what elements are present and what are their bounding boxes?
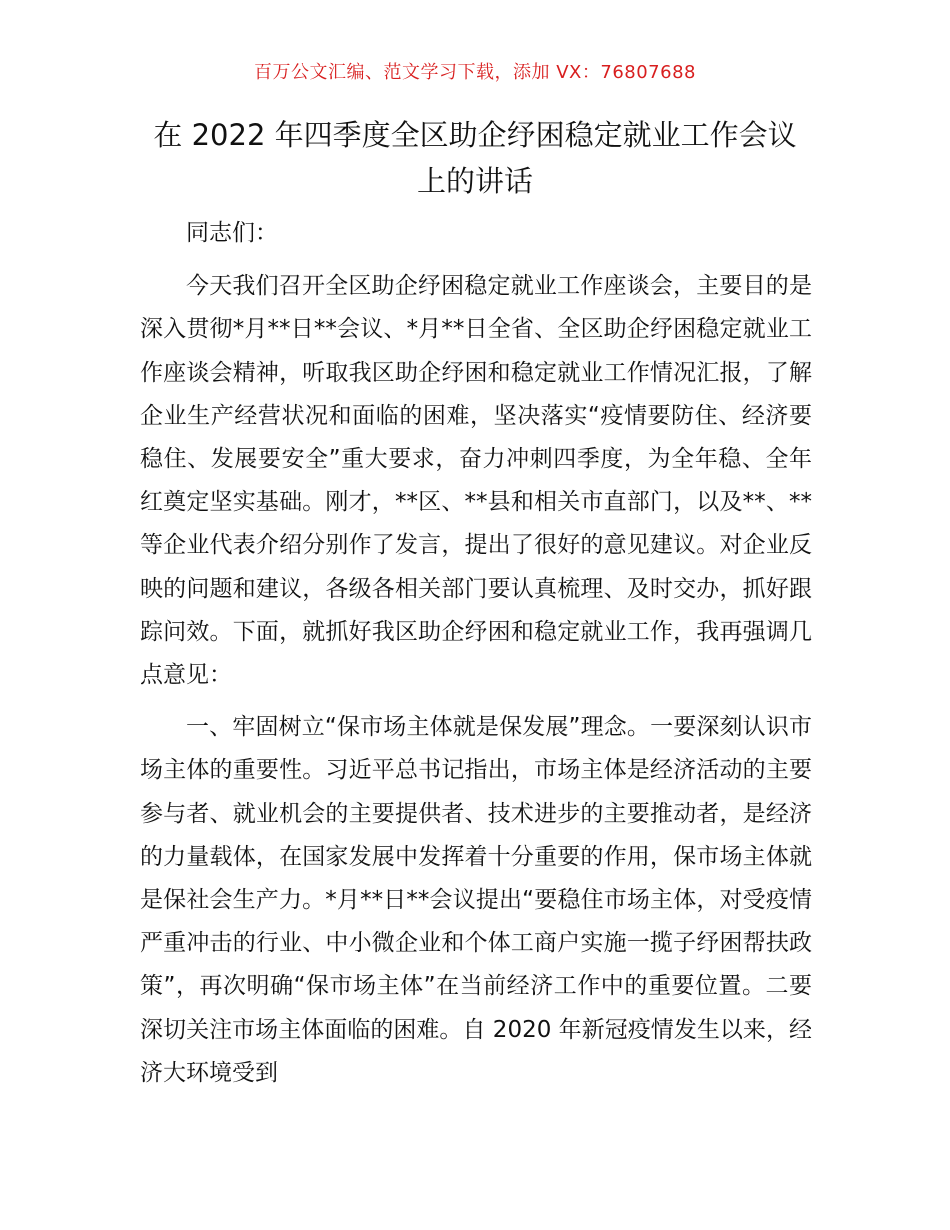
- document-body: [140, 212, 812, 1104]
- header-note: 百万公文汇编、范文学习下载，添加 VX：76807688: [254, 62, 696, 83]
- paragraph-section-one: 一、牢固树立“保市场主体就是保发展”理念。一要深刻认识市场主体的重要性。习近平总书记指出，市场主体是经济活动的主要参与者、就业机会的主要提供者、技术进步的主要推动者，是经济的力量载体，在国家发展中发挥着十分重要的作用，保市场主体就是保社会生产力。*月**日**会议提出“要稳住市场主体，对受疫情严重冲击的行业、中小微企业和个体工商户实施一揽子纾困帮扶政策”，再次明确“保市场主体”在当前经济工作中的重要位置。二要深切关注市场主体面临的困难。自 2020 年新冠疫情发生以来，经济大环境受到: [140, 714, 812, 1086]
- salutation: 同志们：: [186, 220, 278, 246]
- document-title: 在 2022 年四季度全区助企纾困稳定就业工作会议上的讲话: [153, 118, 797, 198]
- paragraph-intro: 今天我们召开全区助企纾困稳定就业工作座谈会，主要目的是深入贯彻*月**日**会议、*月**日全省、全区助企纾困稳定就业工作座谈会精神，听取我区助企纾困和稳定就业工作情况汇报，了解企业生产经营状况和面临的困难，坚决落实“疫情要防住、经济要稳住、发展要安全”重大要求，奋力冲刺四季度，为全年稳、全年红奠定坚实基础。刚才，**区、**县和相关市直部门，以及**、**等企业代表介绍分别作了发言，提出了很好的意见建议。对企业反映的问题和建议，各级各相关部门要认真梳理、及时交办，抓好跟踪问效。下面，就抓好我区助企纾困和稳定就业工作，我再强调几点意见：: [140, 273, 812, 689]
